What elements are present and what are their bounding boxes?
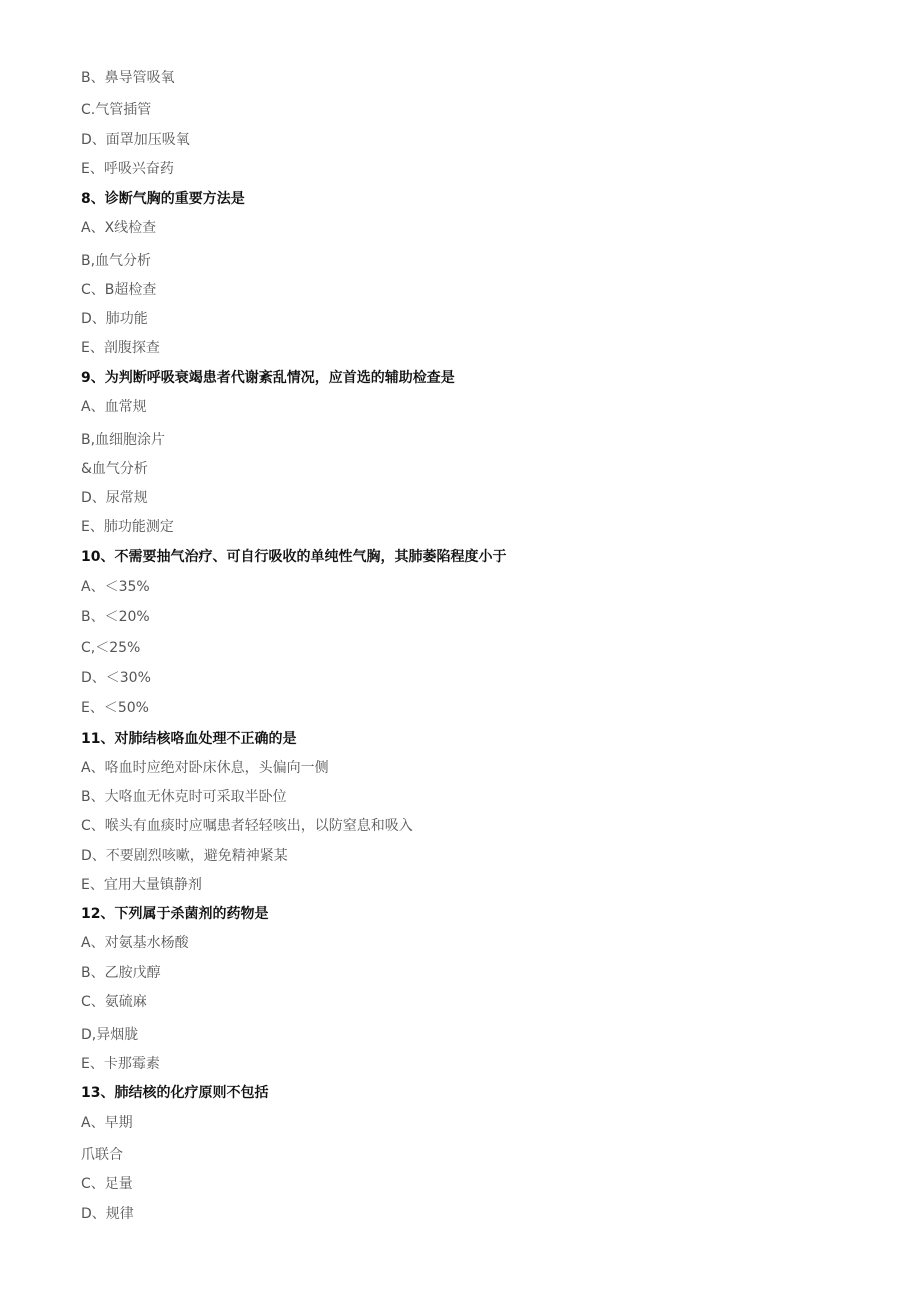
question-heading: 12、下列属于杀菌剂的药物是 bbox=[81, 906, 269, 922]
answer-option: &血气分析 bbox=[81, 461, 148, 477]
answer-option: C、喉头有血痰时应嘱患者轻轻咳出，以防窒息和吸入 bbox=[81, 818, 413, 834]
answer-option: A、＜35% bbox=[81, 579, 150, 595]
answer-option: A、咯血时应绝对卧床休息，头偏向一侧 bbox=[81, 760, 329, 776]
answer-option: D、＜30% bbox=[81, 670, 151, 686]
question-heading: 9、为判断呼吸衰竭患者代谢紊乱情况，应首选的辅助检查是 bbox=[81, 370, 455, 386]
question-heading: 11、对肺结核咯血处理不正确的是 bbox=[81, 731, 297, 747]
answer-option: B,血细胞涂片 bbox=[81, 432, 166, 448]
answer-option: A、对氨基水杨酸 bbox=[81, 935, 189, 951]
answer-option: B、乙胺戊醇 bbox=[81, 965, 161, 981]
answer-option: E、剖腹探查 bbox=[81, 340, 160, 356]
question-heading: 13、肺结核的化疗原则不包括 bbox=[81, 1085, 269, 1101]
answer-option: D、面罩加压吸氧 bbox=[81, 132, 190, 148]
answer-option: C、氨硫麻 bbox=[81, 994, 147, 1010]
question-heading: 8、诊断气胸的重要方法是 bbox=[81, 191, 245, 207]
answer-option: 爪联合 bbox=[81, 1147, 123, 1163]
answer-option: C、足量 bbox=[81, 1176, 133, 1192]
answer-option: D、尿常规 bbox=[81, 490, 148, 506]
answer-option: A、血常规 bbox=[81, 399, 147, 415]
answer-option: E、肺功能测定 bbox=[81, 519, 174, 535]
answer-option: B、鼻导管吸氧 bbox=[81, 70, 175, 86]
answer-option: B,血气分析 bbox=[81, 253, 152, 269]
answer-option: D、不要剧烈咳嗽，避免精神紧某 bbox=[81, 848, 288, 864]
answer-option: A、X线检查 bbox=[81, 220, 157, 236]
answer-option: D、肺功能 bbox=[81, 311, 148, 327]
answer-option: E、宜用大量镇静剂 bbox=[81, 877, 202, 893]
answer-option: B、＜20% bbox=[81, 609, 150, 625]
answer-option: D,异烟胧 bbox=[81, 1027, 139, 1043]
answer-option: E、＜50% bbox=[81, 700, 149, 716]
answer-option: A、早期 bbox=[81, 1115, 133, 1131]
answer-option: E、卡那霉素 bbox=[81, 1056, 160, 1072]
answer-option: D、规律 bbox=[81, 1206, 134, 1222]
answer-option: C.气管插管 bbox=[81, 102, 152, 118]
answer-option: B、大咯血无休克时可采取半卧位 bbox=[81, 789, 287, 805]
answer-option: C、B超检查 bbox=[81, 282, 157, 298]
answer-option: C,＜25% bbox=[81, 640, 141, 656]
answer-option: E、呼吸兴奋药 bbox=[81, 161, 174, 177]
question-heading: 10、不需要抽气治疗、可自行吸收的单纯性气胸，其肺萎陷程度小于 bbox=[81, 549, 507, 565]
